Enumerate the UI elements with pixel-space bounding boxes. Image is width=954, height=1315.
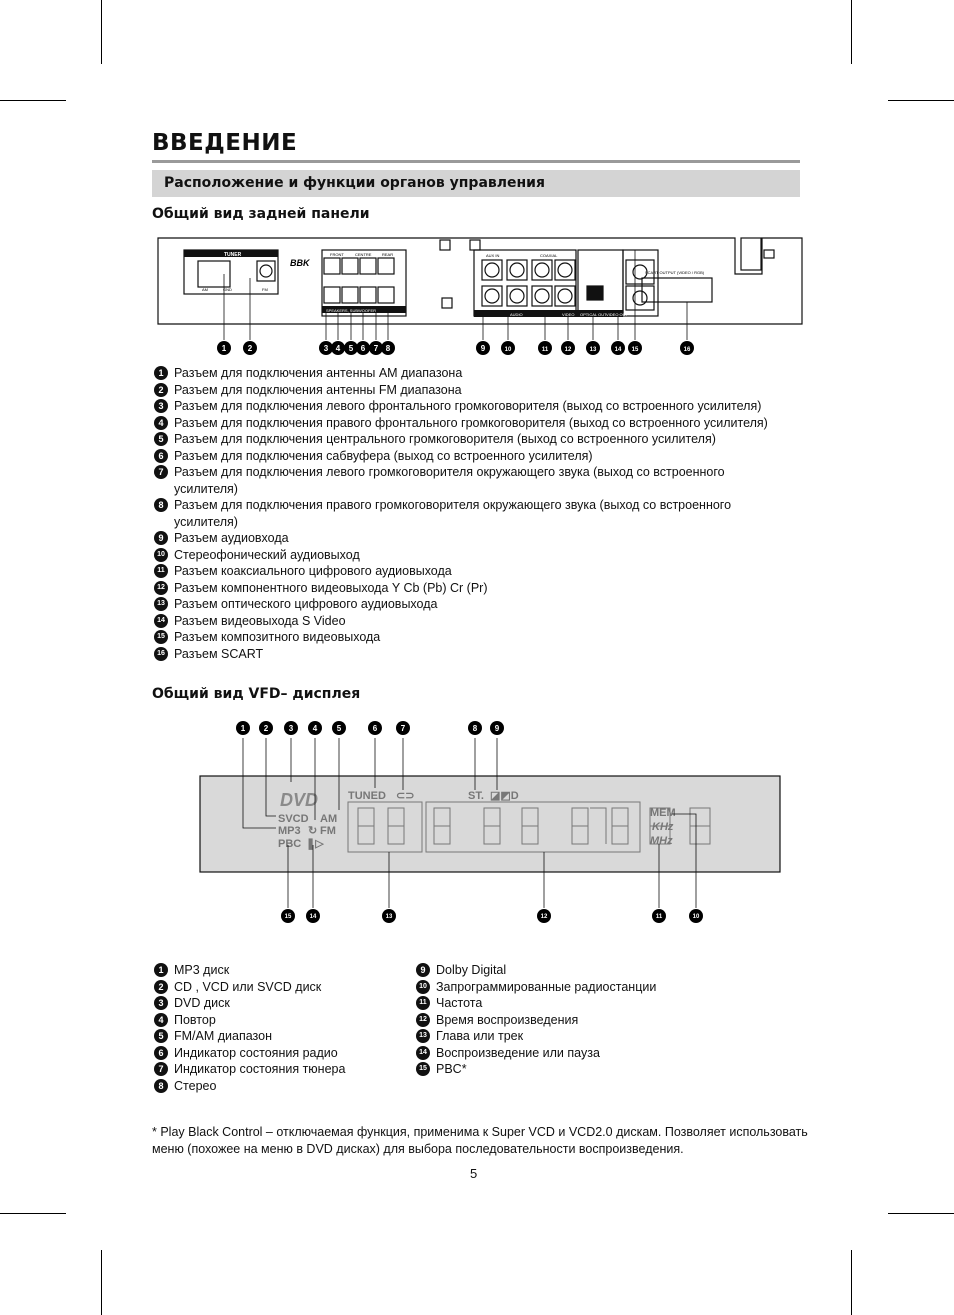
callout-number: 8 xyxy=(472,724,478,733)
crop-mark xyxy=(101,1250,102,1315)
list-item: 6 Индикатор состояния радио xyxy=(154,1045,404,1062)
list-item: 12 Разъем компонентного видеовыхода Y Cb (Pb) Cr (Pr) xyxy=(154,580,814,597)
list-item: 2 CD , VCD или SVCD диск xyxy=(154,979,404,996)
scart-label: SCART OUTPUT (VIDEO / RGB) xyxy=(645,270,705,275)
mhz-indicator: MHz xyxy=(650,835,673,847)
list-item: 2 Разъем для подключения антенны FM диапазона xyxy=(154,382,814,399)
list-item: 1 Разъем для подключения антенны AM диапазона xyxy=(154,365,814,382)
list-item: 7 Разъем для подключения левого громкоговорителя окружающего звука (выход со встроенного усилителя) xyxy=(154,464,784,497)
crop-mark xyxy=(101,0,102,64)
callout-number: 15 xyxy=(284,914,292,920)
list-item: 3 DVD диск xyxy=(154,995,404,1012)
section-title: ВВЕДЕНИЕ xyxy=(152,130,298,156)
callout-number: 11 xyxy=(655,914,663,920)
speakers-caption: SPEAKERS, SUBWOOFER xyxy=(326,308,377,313)
video-out-label: VIDEO OUT xyxy=(606,312,629,317)
crop-mark xyxy=(888,1213,954,1214)
list-item: 6 Разъем для подключения сабвуфера (выход со встроенного усилителя) xyxy=(154,448,814,465)
list-item: 5 FM/AM диапазон xyxy=(154,1028,404,1045)
list-item: 9 Разъем аудиовхода xyxy=(154,530,814,547)
list-item: 3 Разъем для подключения левого фронтального громкоговорителя (выход со встроенного усилителя) xyxy=(154,398,814,415)
callout-number: 5 xyxy=(336,724,342,733)
callout-number: 9 xyxy=(494,724,500,733)
radio-status-icon: ⊂⊃ xyxy=(396,790,415,802)
list-item: 11 Разъем коаксиального цифрового аудиовыхода xyxy=(154,563,814,580)
list-item: 1 MP3 диск xyxy=(154,962,404,979)
tuned-indicator: TUNED xyxy=(348,790,386,802)
pbc-indicator: PBC xyxy=(278,838,302,850)
aux-in-label: AUX IN xyxy=(486,253,500,258)
gnd-label: GND xyxy=(223,287,232,292)
crop-mark xyxy=(888,100,954,101)
list-item: 4 Разъем для подключения правого фронтального громкоговорителя (выход со встроенного усилителя) xyxy=(154,415,814,432)
callout-number: 12 xyxy=(564,347,572,353)
tuner-label: TUNER xyxy=(224,252,242,258)
khz-indicator: KHz xyxy=(652,821,674,833)
callout-number: 4 xyxy=(335,344,341,353)
crop-mark xyxy=(851,1250,852,1315)
callout-number: 1 xyxy=(221,344,227,353)
audio-label: AUDIO xyxy=(510,312,523,317)
vfd-heading: Общий вид VFD– дисплея xyxy=(152,686,361,702)
svcd-indicator: SVCD xyxy=(278,813,309,825)
subsection-band xyxy=(152,170,800,197)
callout-number: 3 xyxy=(288,724,294,733)
vfd-diagram xyxy=(150,712,810,932)
callout-number: 9 xyxy=(480,344,486,353)
callout-number: 12 xyxy=(540,914,548,920)
crop-mark xyxy=(851,0,852,64)
callout-number: 7 xyxy=(373,344,379,353)
callout-number: 13 xyxy=(385,914,393,920)
brand-logo: BBK xyxy=(290,258,310,268)
list-item: 15 Разъем композитного видеовыхода xyxy=(154,629,814,646)
mp3-indicator: MP3 xyxy=(278,825,301,837)
crop-mark xyxy=(0,1213,66,1214)
callout-number: 8 xyxy=(385,344,391,353)
callout-number: 11 xyxy=(541,347,549,353)
list-item: 4 Повтор xyxy=(154,1012,404,1029)
crop-mark xyxy=(0,100,66,101)
callout-number: 13 xyxy=(589,347,597,353)
am-label: AM xyxy=(202,287,208,292)
list-item: 5 Разъем для подключения центрального громкоговорителя (выход со встроенного усилителя) xyxy=(154,431,814,448)
list-item: 10 Стереофонический аудиовыход xyxy=(154,547,814,564)
list-item: 13 Разъем оптического цифрового аудиовыхода xyxy=(154,596,814,613)
play-pause-icon: ❚▷ xyxy=(306,838,324,850)
callout-number: 6 xyxy=(372,724,378,733)
dvd-indicator: DVD xyxy=(280,790,319,810)
list-item: 16 Разъем SCART xyxy=(154,646,814,663)
vfd-list-right xyxy=(416,962,716,1078)
callout-number: 16 xyxy=(683,347,691,353)
repeat-icon: ↻ xyxy=(308,825,318,837)
list-item: 14 Разъем видеовыхода S Video xyxy=(154,613,814,630)
list-item: 12 Время воспроизведения xyxy=(416,1012,716,1029)
coaxial-label: COAXIAL xyxy=(540,253,558,258)
am-indicator: AM xyxy=(320,813,338,825)
list-item: 8 Разъем для подключения правого громкоговорителя окружающего звука (выход со встроенного усилителя) xyxy=(154,497,784,530)
callout-number: 6 xyxy=(360,344,366,353)
page-number: 5 xyxy=(470,1166,478,1181)
callout-number: 2 xyxy=(247,344,253,353)
callout-number: 3 xyxy=(323,344,329,353)
vfd-list-left xyxy=(154,962,404,1094)
list-item: 15 PBC* xyxy=(416,1061,716,1078)
dolby-digital-icon: ◪◩D xyxy=(490,790,519,802)
callout-number: 5 xyxy=(348,344,354,353)
rear-panel-list xyxy=(154,365,814,662)
footnote: * Play Black Control – отключаемая функция, применима к Super VCD и VCD2.0 дискам. Позволяет использовать меню (похожее на меню в DVD дисках) для выбора последовательности воспроизведения. xyxy=(152,1125,808,1156)
centre-label: CENTRE xyxy=(355,252,372,257)
fm-label: FM xyxy=(262,287,268,292)
list-item: 10 Запрограммированные радиостанции xyxy=(416,979,716,996)
stereo-indicator: ST. xyxy=(468,790,484,802)
list-item: 14 Воспроизведение или пауза xyxy=(416,1045,716,1062)
list-item: 13 Глава или трек xyxy=(416,1028,716,1045)
rear-panel-diagram xyxy=(150,230,810,365)
callout-number: 7 xyxy=(400,724,406,733)
rear-callouts xyxy=(217,341,694,355)
mem-indicator: MEM xyxy=(650,807,676,819)
callout-number: 2 xyxy=(263,724,269,733)
fm-indicator: FM xyxy=(320,825,336,837)
callout-number: 10 xyxy=(504,347,512,353)
callout-number: 4 xyxy=(312,724,318,733)
list-item: 11 Частота xyxy=(416,995,716,1012)
list-item: 9 Dolby Digital xyxy=(416,962,716,979)
rear-panel-heading: Общий вид задней панели xyxy=(152,206,370,222)
callout-number: 15 xyxy=(631,347,639,353)
video-label: VIDEO xyxy=(562,312,575,317)
front-label: FRONT xyxy=(330,252,344,257)
title-rule xyxy=(152,160,800,163)
callout-number: 10 xyxy=(692,914,700,920)
subsection-title: Расположение и функции органов управления xyxy=(164,175,545,191)
callout-number: 14 xyxy=(309,914,317,920)
list-item: 8 Стерео xyxy=(154,1078,404,1095)
callout-number: 1 xyxy=(240,724,246,733)
list-item: 7 Индикатор состояния тюнера xyxy=(154,1061,404,1078)
optical-out-label: OPTICAL OUT xyxy=(580,312,607,317)
callout-number: 14 xyxy=(614,347,622,353)
rear-label: REAR xyxy=(382,252,394,257)
